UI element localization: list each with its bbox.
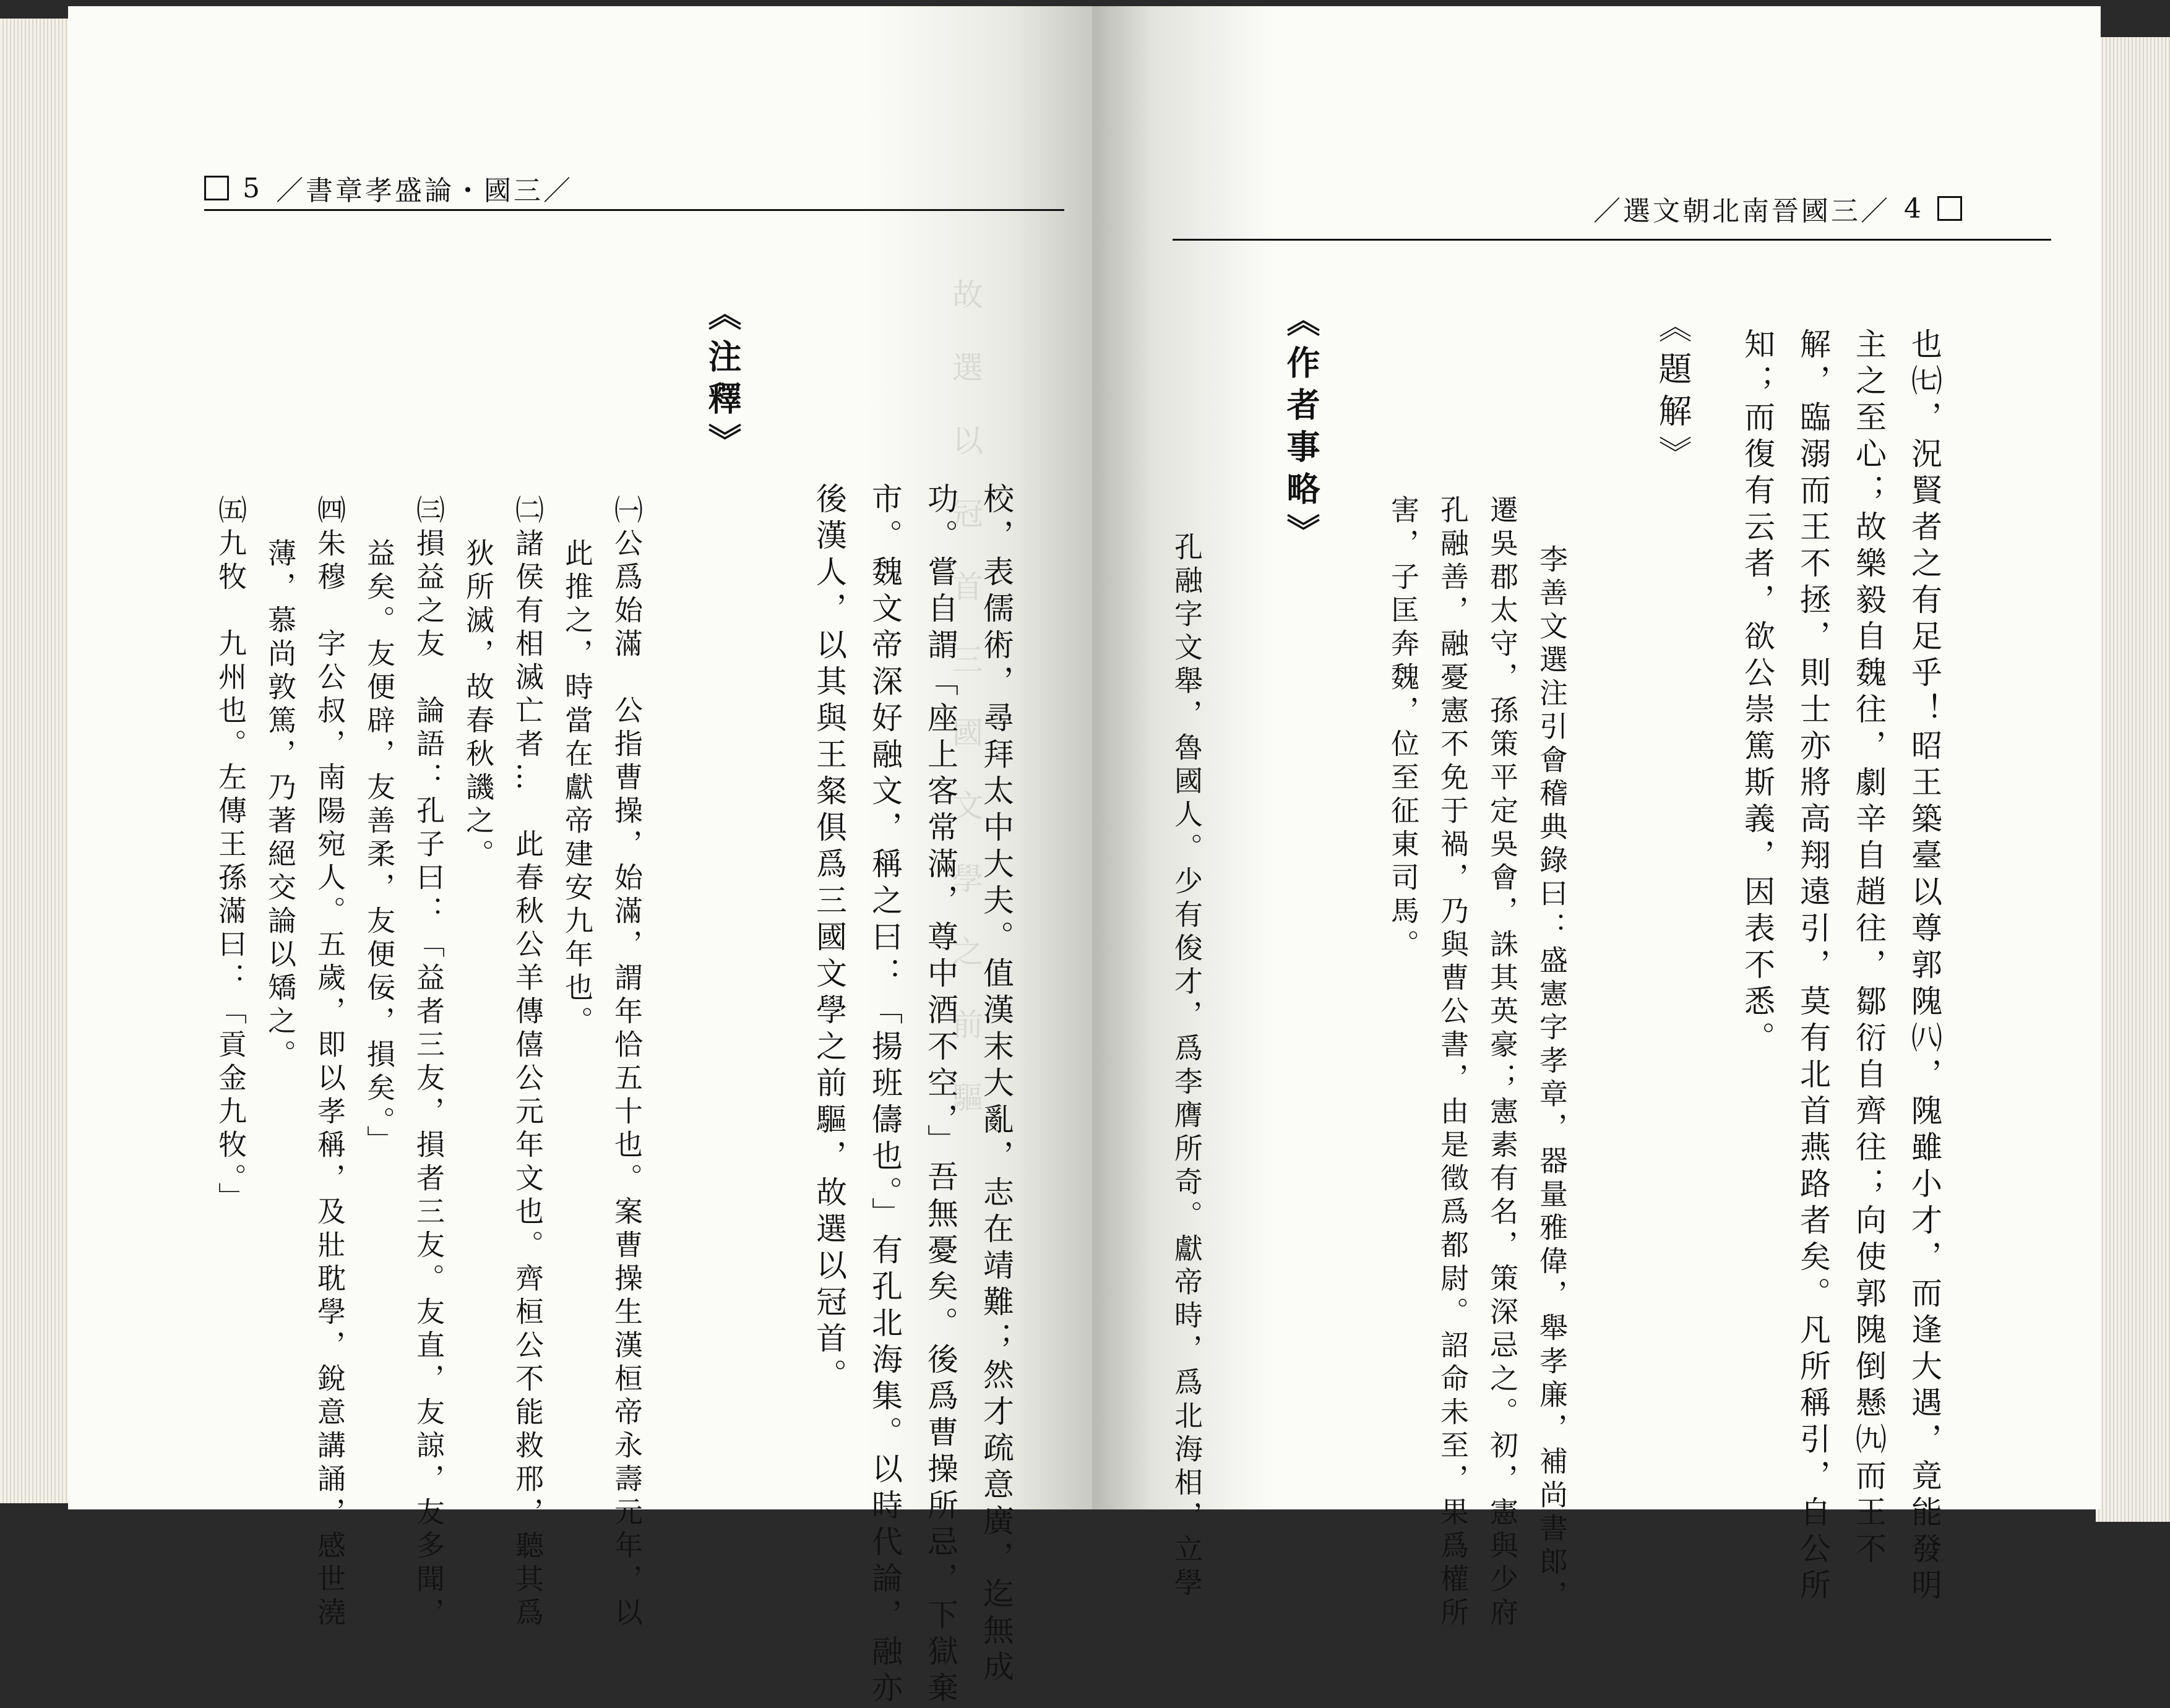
note-column: 狄所滅，故春秋譏之。 (462, 538, 495, 872)
right-header-rule (1173, 239, 2051, 241)
tijie-column: 遷吳郡太守，孫策平定吳會，誅其英豪；憲素有名，策深忌之。初，憲與少府 (1486, 495, 1519, 1631)
note-column: 此推之，時當在獻帝建安九年也。 (561, 538, 594, 1039)
note-column: ㈤九牧 九州也。左傳王孫滿曰：「貢金九牧。」 (214, 495, 248, 1216)
main-text-column: 校，表儒術，尋拜太中大夫。值漢末大亂，志在靖難；然才疏意廣，迄無成 (978, 483, 1014, 1687)
left-page (68, 6, 1092, 1708)
right-page-header (1593, 189, 1962, 228)
left-header-rule (204, 209, 1064, 211)
right-page-edges (2096, 37, 2170, 1522)
tijie-column: 李善文選注引會稽典錄曰：盛憲字孝章，器量雅偉，舉孝廉，補尚書郎， (1535, 544, 1569, 1613)
left-page-header (204, 168, 573, 208)
note-column: ㈢損益之友 論語：孔子曰：「益者三友，損者三友。友直，友諒，友多聞， (412, 495, 446, 1631)
main-text-column: 解，臨溺而王不拯，則士亦將高翔遠引，莫有北首燕路者矣。凡所稱引，自公所 (1795, 328, 1831, 1605)
author-heading: 《作者事略》 (1281, 303, 1321, 556)
tijie-heading: 《題解》 (1653, 309, 1692, 478)
left-page-number: 5 (243, 172, 262, 204)
main-text-column: 後漢人，以其與王粲俱爲三國文學之前驅，故選以冠首。 (811, 483, 847, 1395)
main-text-column: 知；而復有云者，欲公崇篤斯義，因表不悉。 (1739, 328, 1775, 1058)
notes-heading: 《注釋》 (703, 297, 743, 465)
main-text-column: 市。魏文帝深好融文，稱之曰：「揚班儔也。」有孔北海集。以時代論，融亦 (867, 483, 903, 1708)
main-text-column: 也㈦，況賢者之有足乎！昭王築臺以尊郭隗㈧，隗雖小才，而逢大遇，竟能發明 (1906, 328, 1942, 1605)
header-box-icon (1937, 196, 1962, 221)
header-box-icon (204, 176, 229, 200)
note-column: 薄，慕尚敦篤，乃著絕交論以矯之。 (264, 538, 297, 1073)
tijie-column: 孔融善，融憂憲不免于禍，乃與曹公書，由是徵爲都尉。詔命未至，果爲權所 (1436, 495, 1470, 1631)
right-running-title: ／選文朝北南晉國三／ (1593, 195, 1890, 227)
author-column: 孔融字文舉，魯國人。少有俊才，爲李膺所奇。獻帝時，爲北海相，立學 (1170, 532, 1203, 1601)
note-column: 益矣。友便辟，友善柔，友便佞，損矣。」 (363, 538, 396, 1159)
note-column: ㈣朱穆 字公叔，南陽宛人。五歲，即以孝稱，及壯耽學，銳意講誦，感世澆 (313, 495, 347, 1631)
show-through-text: 故 選 以 冠 首 三 國 文 學 之 前 驅 (947, 278, 983, 1118)
note-column: ㈠公爲始滿 公指曹操，始滿，謂年恰五十也。案曹操生漢桓帝永壽元年，以 (610, 495, 644, 1631)
note-column: ㈡諸侯有相滅亡者… 此春秋公羊傳僖公元年文也。齊桓公不能救邢，聽其爲 (511, 495, 545, 1631)
left-running-title: ／書章孝盛論・國三／ (276, 175, 573, 207)
right-page-number: 4 (1904, 192, 1924, 225)
main-text-column: 功。嘗自謂「座上客常滿，尊中酒不空，」吾無憂矣。後爲曹操所忌，下獄棄 (923, 483, 958, 1708)
tijie-column: 害，子匡奔魏，位至征東司馬。 (1387, 495, 1420, 963)
right-page (1092, 6, 2101, 1631)
main-text-column: 主之至心；故樂毅自魏往，劇辛自趙往，鄒衍自齊往；向使郭隗倒懸㈨而王不 (1851, 328, 1887, 1569)
